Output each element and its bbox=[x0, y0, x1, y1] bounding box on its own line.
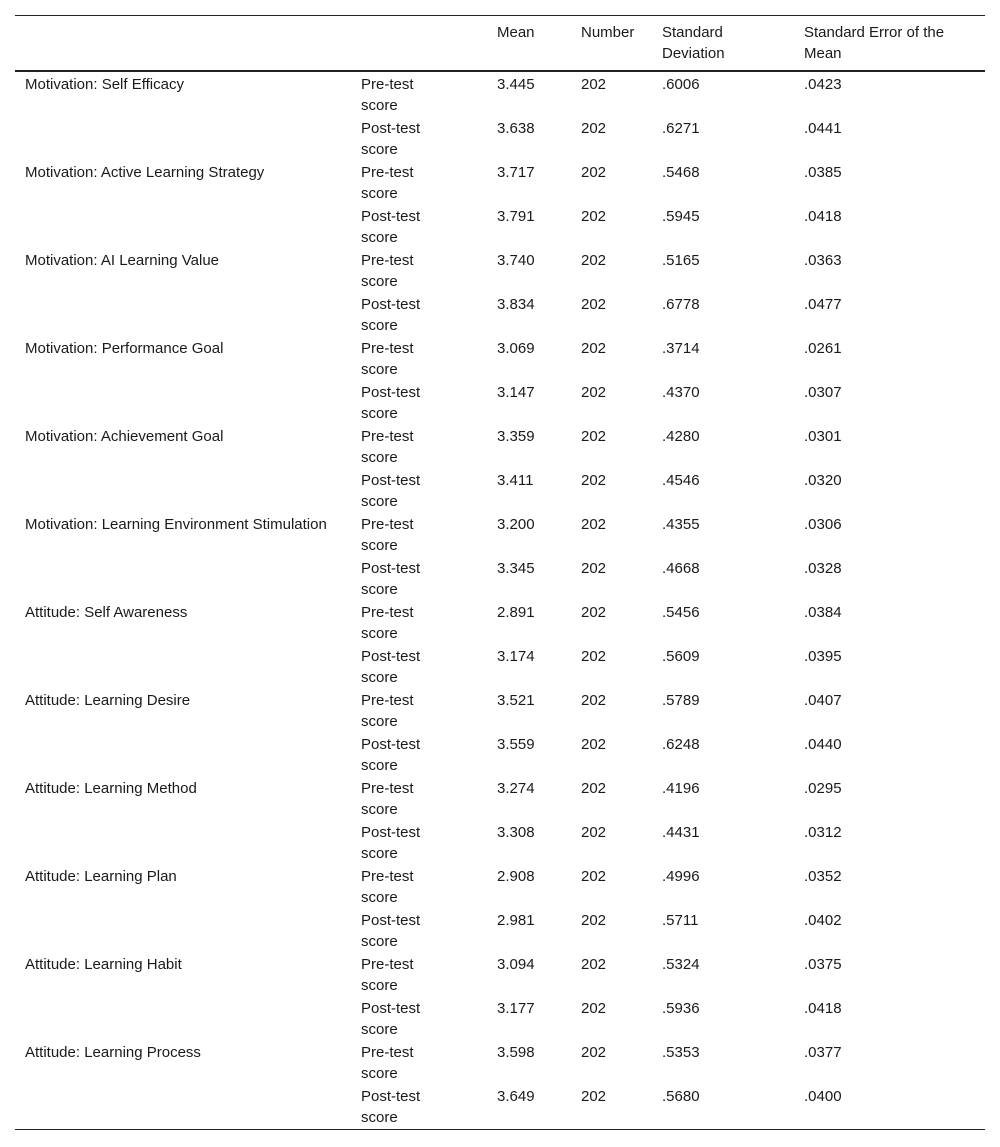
sd-cell: .4280 bbox=[662, 428, 700, 445]
table-row bbox=[15, 644, 985, 688]
test-cell: Pre-test score bbox=[361, 956, 414, 994]
sem-cell: .0384 bbox=[804, 604, 842, 621]
table-row bbox=[15, 292, 985, 336]
number-cell: 202 bbox=[581, 956, 607, 973]
sem-cell: .0440 bbox=[804, 736, 842, 753]
test-cell: Pre-test score bbox=[361, 428, 414, 466]
table-row bbox=[15, 512, 985, 556]
header-cell-standard-deviation: Standard Deviation bbox=[662, 24, 725, 62]
sem-cell: .0395 bbox=[804, 648, 842, 665]
sd-cell: .5680 bbox=[662, 1088, 700, 1105]
table-row bbox=[15, 908, 985, 952]
sem-cell: .0400 bbox=[804, 1088, 842, 1105]
group-label-cell: Attitude: Self Awareness bbox=[25, 604, 188, 621]
test-cell: Post-test score bbox=[361, 384, 421, 422]
group-label-cell bbox=[15, 908, 351, 952]
number-cell: 202 bbox=[581, 472, 607, 489]
sd-cell: .4196 bbox=[662, 780, 700, 797]
test-cell: Pre-test score bbox=[361, 1044, 414, 1082]
number-cell: 202 bbox=[581, 648, 607, 665]
group-label-cell: Motivation: AI Learning Value bbox=[25, 252, 220, 269]
header-cell-standard-error: Standard Error of the Mean bbox=[804, 24, 945, 62]
sem-cell: .0385 bbox=[804, 164, 842, 181]
group-label-cell bbox=[15, 556, 351, 600]
mean-cell: 3.740 bbox=[497, 252, 535, 269]
table-row bbox=[15, 688, 985, 732]
number-cell: 202 bbox=[581, 868, 607, 885]
test-cell: Post-test score bbox=[361, 296, 421, 334]
table-row bbox=[15, 204, 985, 248]
sem-cell: .0418 bbox=[804, 208, 842, 225]
group-label-cell bbox=[15, 468, 351, 512]
table-row bbox=[15, 864, 985, 908]
mean-cell: 3.274 bbox=[497, 780, 535, 797]
table-row bbox=[15, 468, 985, 512]
mean-cell: 3.094 bbox=[497, 956, 535, 973]
mean-cell: 3.069 bbox=[497, 340, 535, 357]
sd-cell: .5609 bbox=[662, 648, 700, 665]
test-cell: Pre-test score bbox=[361, 340, 414, 378]
number-cell: 202 bbox=[581, 76, 607, 93]
mean-cell: 3.649 bbox=[497, 1088, 535, 1105]
test-cell: Post-test score bbox=[361, 1088, 421, 1126]
number-cell: 202 bbox=[581, 164, 607, 181]
table-row bbox=[15, 1040, 985, 1084]
number-cell: 202 bbox=[581, 252, 607, 269]
sem-cell: .0441 bbox=[804, 120, 842, 137]
group-label-cell: Motivation: Active Learning Strategy bbox=[25, 164, 265, 181]
number-cell: 202 bbox=[581, 516, 607, 533]
sem-cell: .0301 bbox=[804, 428, 842, 445]
group-label-cell bbox=[15, 204, 351, 248]
mean-cell: 2.908 bbox=[497, 868, 535, 885]
group-label-cell: Motivation: Self Efficacy bbox=[25, 76, 184, 93]
sd-cell: .6006 bbox=[662, 76, 700, 93]
test-cell: Post-test score bbox=[361, 120, 421, 158]
sem-cell: .0418 bbox=[804, 1000, 842, 1017]
sd-cell: .5789 bbox=[662, 692, 700, 709]
test-cell: Pre-test score bbox=[361, 164, 414, 202]
mean-cell: 3.559 bbox=[497, 736, 535, 753]
group-label-cell: Motivation: Performance Goal bbox=[25, 340, 224, 357]
group-label-cell bbox=[15, 644, 351, 688]
sd-cell: .4996 bbox=[662, 868, 700, 885]
test-cell: Post-test score bbox=[361, 560, 421, 598]
test-cell: Post-test score bbox=[361, 472, 421, 510]
sem-cell: .0320 bbox=[804, 472, 842, 489]
sd-cell: .6248 bbox=[662, 736, 700, 753]
sd-cell: .3714 bbox=[662, 340, 700, 357]
sd-cell: .4370 bbox=[662, 384, 700, 401]
number-cell: 202 bbox=[581, 340, 607, 357]
table-row bbox=[15, 380, 985, 424]
number-cell: 202 bbox=[581, 120, 607, 137]
mean-cell: 3.717 bbox=[497, 164, 535, 181]
table-row bbox=[15, 248, 985, 292]
number-cell: 202 bbox=[581, 560, 607, 577]
sem-cell: .0295 bbox=[804, 780, 842, 797]
header-cell-variable bbox=[15, 16, 351, 72]
table-row bbox=[15, 1084, 985, 1129]
number-cell: 202 bbox=[581, 1088, 607, 1105]
header-cell-mean: Mean bbox=[497, 24, 535, 41]
table-row bbox=[15, 116, 985, 160]
table-row bbox=[15, 776, 985, 820]
number-cell: 202 bbox=[581, 384, 607, 401]
number-cell: 202 bbox=[581, 824, 607, 841]
number-cell: 202 bbox=[581, 692, 607, 709]
mean-cell: 3.834 bbox=[497, 296, 535, 313]
mean-cell: 3.200 bbox=[497, 516, 535, 533]
sd-cell: .4546 bbox=[662, 472, 700, 489]
table-header bbox=[15, 16, 985, 72]
sem-cell: .0307 bbox=[804, 384, 842, 401]
sd-cell: .5324 bbox=[662, 956, 700, 973]
test-cell: Pre-test score bbox=[361, 516, 414, 554]
number-cell: 202 bbox=[581, 1000, 607, 1017]
sem-cell: .0377 bbox=[804, 1044, 842, 1061]
test-cell: Post-test score bbox=[361, 824, 421, 862]
sem-cell: .0352 bbox=[804, 868, 842, 885]
number-cell: 202 bbox=[581, 296, 607, 313]
statistics-table-container bbox=[15, 15, 985, 1130]
sd-cell: .4355 bbox=[662, 516, 700, 533]
mean-cell: 3.598 bbox=[497, 1044, 535, 1061]
sd-cell: .5353 bbox=[662, 1044, 700, 1061]
sd-cell: .4668 bbox=[662, 560, 700, 577]
group-label-cell: Motivation: Learning Environment Stimulation bbox=[25, 516, 327, 533]
test-cell: Post-test score bbox=[361, 648, 421, 686]
sem-cell: .0407 bbox=[804, 692, 842, 709]
mean-cell: 2.891 bbox=[497, 604, 535, 621]
test-cell: Post-test score bbox=[361, 912, 421, 950]
sd-cell: .5456 bbox=[662, 604, 700, 621]
number-cell: 202 bbox=[581, 912, 607, 929]
sem-cell: .0328 bbox=[804, 560, 842, 577]
test-cell: Pre-test score bbox=[361, 604, 414, 642]
table-row bbox=[15, 424, 985, 468]
test-cell: Pre-test score bbox=[361, 252, 414, 290]
mean-cell: 3.638 bbox=[497, 120, 535, 137]
header-cell-number: Number bbox=[581, 24, 635, 41]
test-cell: Post-test score bbox=[361, 1000, 421, 1038]
sem-cell: .0375 bbox=[804, 956, 842, 973]
number-cell: 202 bbox=[581, 208, 607, 225]
group-label-cell bbox=[15, 292, 351, 336]
table-row bbox=[15, 71, 985, 116]
group-label-cell: Attitude: Learning Habit bbox=[25, 956, 182, 973]
sd-cell: .5945 bbox=[662, 208, 700, 225]
sd-cell: .6778 bbox=[662, 296, 700, 313]
sem-cell: .0261 bbox=[804, 340, 842, 357]
header-row bbox=[15, 16, 985, 72]
group-label-cell: Attitude: Learning Method bbox=[25, 780, 197, 797]
number-cell: 202 bbox=[581, 1044, 607, 1061]
sd-cell: .5711 bbox=[662, 912, 699, 929]
sem-cell: .0363 bbox=[804, 252, 842, 269]
table-bottom-rule bbox=[15, 1129, 985, 1130]
group-label-cell: Motivation: Achievement Goal bbox=[25, 428, 224, 445]
sem-cell: .0312 bbox=[804, 824, 842, 841]
group-label-cell bbox=[15, 732, 351, 776]
mean-cell: 3.521 bbox=[497, 692, 535, 709]
test-cell: Pre-test score bbox=[361, 868, 414, 906]
number-cell: 202 bbox=[581, 604, 607, 621]
group-label-cell bbox=[15, 996, 351, 1040]
test-cell: Post-test score bbox=[361, 208, 421, 246]
mean-cell: 3.359 bbox=[497, 428, 535, 445]
group-label-cell bbox=[15, 820, 351, 864]
sem-cell: .0423 bbox=[804, 76, 842, 93]
test-cell: Pre-test score bbox=[361, 692, 414, 730]
header-cell-test bbox=[351, 16, 487, 72]
table-body bbox=[15, 71, 985, 1129]
test-cell: Post-test score bbox=[361, 736, 421, 774]
number-cell: 202 bbox=[581, 780, 607, 797]
sem-cell: .0306 bbox=[804, 516, 842, 533]
mean-cell: 3.791 bbox=[497, 208, 535, 225]
mean-cell: 3.445 bbox=[497, 76, 535, 93]
statistics-table bbox=[15, 15, 985, 1129]
group-label-cell bbox=[15, 116, 351, 160]
sd-cell: .5468 bbox=[662, 164, 700, 181]
mean-cell: 2.981 bbox=[497, 912, 535, 929]
group-label-cell bbox=[15, 1084, 351, 1129]
table-row bbox=[15, 160, 985, 204]
number-cell: 202 bbox=[581, 736, 607, 753]
table-row bbox=[15, 556, 985, 600]
sd-cell: .5936 bbox=[662, 1000, 700, 1017]
mean-cell: 3.174 bbox=[497, 648, 535, 665]
table-row bbox=[15, 732, 985, 776]
number-cell: 202 bbox=[581, 428, 607, 445]
table-row bbox=[15, 820, 985, 864]
group-label-cell bbox=[15, 380, 351, 424]
table-row bbox=[15, 952, 985, 996]
sd-cell: .6271 bbox=[662, 120, 700, 137]
group-label-cell: Attitude: Learning Process bbox=[25, 1044, 201, 1061]
sem-cell: .0402 bbox=[804, 912, 842, 929]
mean-cell: 3.147 bbox=[497, 384, 535, 401]
table-row bbox=[15, 600, 985, 644]
table-row bbox=[15, 336, 985, 380]
table-row bbox=[15, 996, 985, 1040]
mean-cell: 3.345 bbox=[497, 560, 535, 577]
sem-cell: .0477 bbox=[804, 296, 842, 313]
sd-cell: .5165 bbox=[662, 252, 700, 269]
sd-cell: .4431 bbox=[662, 824, 700, 841]
mean-cell: 3.411 bbox=[497, 472, 534, 489]
mean-cell: 3.177 bbox=[497, 1000, 535, 1017]
test-cell: Pre-test score bbox=[361, 76, 414, 114]
group-label-cell: Attitude: Learning Desire bbox=[25, 692, 191, 709]
mean-cell: 3.308 bbox=[497, 824, 535, 841]
group-label-cell: Attitude: Learning Plan bbox=[25, 868, 177, 885]
test-cell: Pre-test score bbox=[361, 780, 414, 818]
